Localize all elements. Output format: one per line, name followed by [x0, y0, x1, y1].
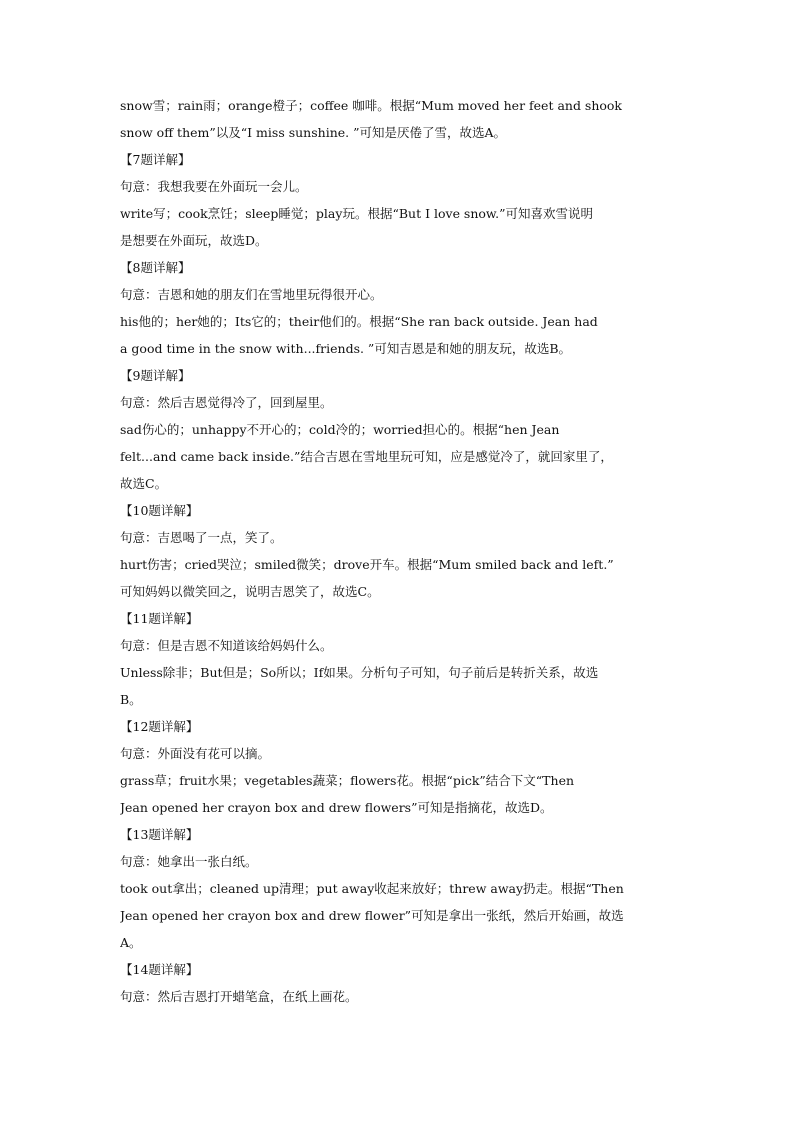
section-heading: 【13题详解】: [120, 827, 199, 842]
text-line: sad伤心的；unhappy不开心的；cold冷的；worried担心的。根据“hen Jean: [120, 422, 560, 437]
text-line: 句意：但是吉恩不知道该给妈妈什么。: [120, 638, 333, 653]
text-line: hurt伤害；cried哭泣；smiled微笑；drove开车。根据“Mum smiled back and left.”: [120, 557, 614, 572]
section-heading: 【12题详解】: [120, 719, 199, 734]
text-line: 可知妈妈以微笑回之，说明吉恩笑了，故选C。: [120, 584, 380, 599]
text-line: 句意：然后吉恩觉得冷了，回到屋里。: [120, 395, 333, 410]
text-line: 句意：吉恩喝了一点，笑了。: [120, 530, 283, 545]
section-heading: 【14题详解】: [120, 962, 199, 977]
section-heading: 【7题详解】: [120, 152, 191, 167]
section-heading: 【9题详解】: [120, 368, 191, 383]
text-line: B。: [120, 692, 142, 707]
text-line: Jean opened her crayon box and drew flower”可知是拿出一张纸，然后开始画，故选: [120, 908, 624, 923]
text-line: felt...and came back inside.”结合吉恩在雪地里玩可知，应是感觉冷了，就回家里了，: [120, 449, 613, 464]
text-line: snow雪；rain雨；orange橙子；coffee 咖啡。根据“Mum moved her feet and shook: [120, 98, 623, 113]
text-line: snow off them”以及“I miss sunshine. ”可知是厌倦了雪，故选A。: [120, 125, 507, 140]
text-line: A。: [120, 935, 142, 950]
text-line: 句意：我想我要在外面玩一会儿。: [120, 179, 308, 194]
text-line: 句意：吉恩和她的朋友们在雪地里玩得很开心。: [120, 287, 383, 302]
text-line: his他的；her她的；Its它的；their他们的。根据“She ran back outside. Jean had: [120, 314, 598, 329]
section-heading: 【8题详解】: [120, 260, 191, 275]
text-line: write写；cook烹饪；sleep睡觉；play玩。根据“But I love snow.”可知喜欢雪说明: [120, 206, 594, 221]
text-line: Unless除非；But但是；So所以；If如果。分析句子可知，句子前后是转折关系，故选: [120, 665, 599, 680]
text-line: grass草；fruit水果；vegetables蔬菜；flowers花。根据“pick”结合下文“Then: [120, 773, 575, 788]
text-line: 是想要在外面玩，故选D。: [120, 233, 268, 248]
text-line: took out拿出；cleaned up清理；put away收起来放好；threw away扔走。根据“Then: [120, 881, 624, 896]
document-page: [120, 92, 680, 1010]
text-line: 句意：她拿出一张白纸。: [120, 854, 258, 869]
section-heading: 【11题详解】: [120, 611, 199, 626]
text-line: Jean opened her crayon box and drew flowers”可知是指摘花，故选D。: [120, 800, 553, 815]
text-line: 句意：然后吉恩打开蜡笔盒，在纸上画花。: [120, 989, 358, 1004]
text-line: 句意：外面没有花可以摘。: [120, 746, 271, 761]
text-line: 故选C。: [120, 476, 168, 491]
section-heading: 【10题详解】: [120, 503, 199, 518]
text-line: a good time in the snow with...friends. ”可知吉恩是和她的朋友玩，故选B。: [120, 341, 572, 356]
